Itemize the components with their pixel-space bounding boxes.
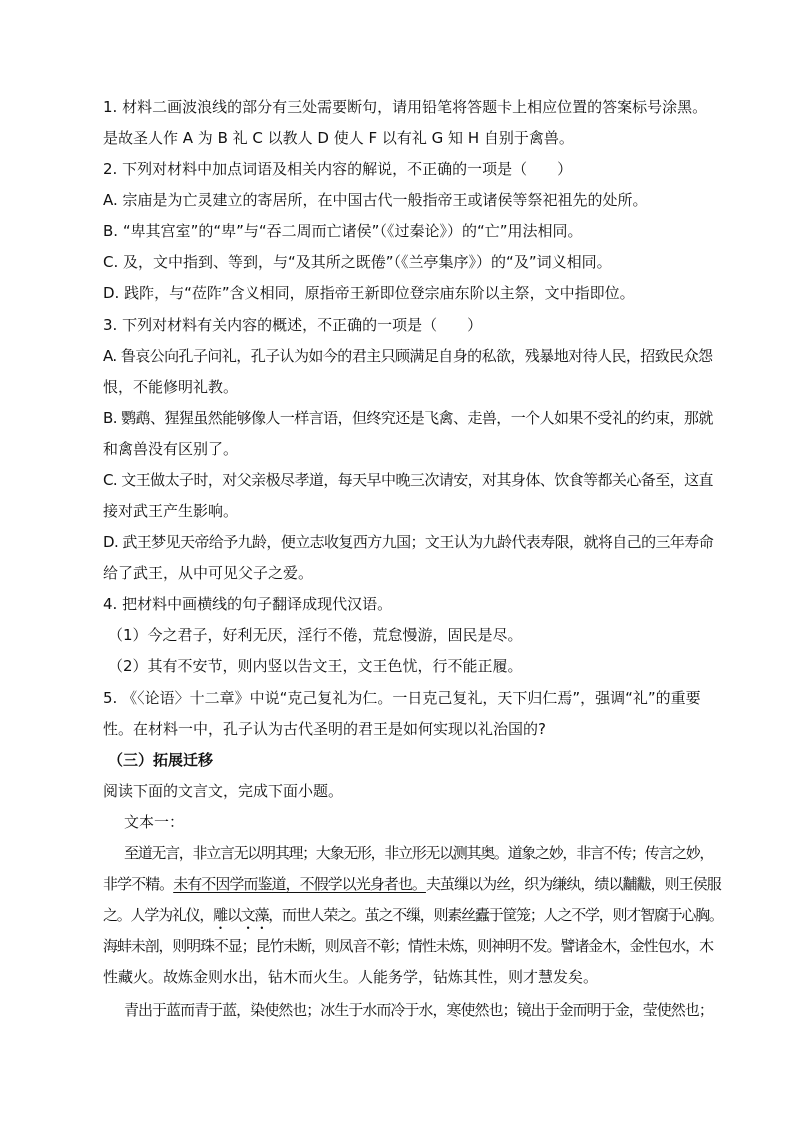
question-3-option-c: C. 文王做太子时，对父亲极尽孝道，每天早中晚三次请安，对其身体、饮食等都关心备至，这直: [103, 471, 713, 489]
question-3-option-a: A. 鲁哀公向孔子问礼，孔子认为如今的君主只顾满足自身的私欲，残暴地对待人民，招致民众怨: [103, 347, 713, 365]
question-3-option-b-cont: 和禽兽没有区别了。: [103, 440, 239, 458]
question-2-option-a: A. 宗庙是为亡灵建立的寄居所，在中国古代一般指帝王或诸侯等祭祀祖先的处所。: [103, 191, 648, 209]
passage-line-2: [103, 874, 721, 894]
passage-line-6: 青出于蓝而青于蓝，染使然也；冰生于水而冷于水，寒使然也；镜出于金而明于金，莹使然也；: [124, 1001, 713, 1019]
dotted-word: 文藻: [240, 906, 269, 924]
question-3-option-d-cont: 给了武王，从中可见父子之爱。: [103, 564, 314, 582]
question-2-option-c: C. 及，文中指到、等到，与“及其所之既倦”（《兰亭集序》）的“及”词义相同。: [103, 253, 612, 271]
passage-line-5: 性藏火。故炼金则水出，钻木而火生。人能务学，钻炼其性，则才慧发矣。: [103, 968, 599, 986]
question-2-stem: 2. 下列对材料中加点词语及相关内容的解说，不正确的一项是（ ）: [103, 160, 573, 178]
dotted-word: 雕: [213, 906, 227, 924]
passage-text: 以: [226, 906, 241, 924]
section-heading: （三）拓展迁移: [108, 751, 214, 769]
passage-text: 夫茧缫以为丝，织为缣纨，绩以黼黻，则王侯服: [425, 875, 721, 893]
passage-text: ，而世人荣之。茧之不缫，则素丝蠹于筐笼；人之不学，则才智腐于心胸。: [268, 906, 723, 924]
question-1-sentence: 是故圣人作 A 为 B 礼 C 以教人 D 使人 F 以有礼 G 知 H 自别于禽兽。: [103, 129, 574, 147]
question-4-sentence-1: （1）今之君子，好利无厌，淫行不倦，荒怠慢游，固民是尽。: [108, 626, 523, 644]
underlined-sentence: 未有不因学而鉴道，不假学以光身者也。: [173, 875, 426, 893]
question-3-option-b: B. 鹦鹉、猩猩虽然能够像人一样言语，但终究还是飞禽、走兽，一个人如果不受礼的约束，那就: [103, 409, 713, 427]
question-1-text: 1. 材料二画波浪线的部分有三处需要断句，请用铅笔将答题卡上相应位置的答案标号涂黑。: [103, 98, 708, 116]
question-3-option-a-cont: 恨，不能修明礼教。: [103, 378, 239, 396]
passage-line-4: 海蚌未剖，则明珠不显；昆竹未断，则凤音不彰；情性未炼，则神明不发。譬诸金木，金性包水，木: [103, 937, 713, 955]
question-5-text-cont: 性。在材料一中，孔子认为古代圣明的君王是如何实现以礼治国的?: [103, 720, 546, 738]
question-2-option-d: D. 践阼，与“莅阼”含义相同，原指帝王新即位登宗庙东阶以主祭，文中指即位。: [103, 284, 635, 302]
passage-line-1: 至道无言，非立言无以明其理；大象无形，非立形无以测其奥。道象之妙，非言不传；传言之妙，: [124, 844, 714, 862]
question-3-option-c-cont: 接对武王产生影响。: [103, 502, 239, 520]
question-2-option-b: B. “卑其宫室”的“卑”与“吞二周而亡诸侯”（《过秦论》）的“亡”用法相同。: [103, 222, 583, 240]
question-4-sentence-2: （2）其有不安节，则内竖以告文王，文王色忧，行不能正履。: [108, 657, 523, 675]
question-5-text: 5. 《〈论语〉十二章》中说“克己复礼为仁。一日克己复礼，天下归仁焉”，强调“礼”的重要: [103, 689, 701, 707]
passage-text: 之。人学为礼仪，: [103, 906, 214, 924]
question-4-stem: 4. 把材料中画横线的句子翻译成现代汉语。: [103, 595, 393, 613]
passage-line-3: [103, 905, 723, 933]
section-instruction: 阅读下面的文言文，完成下面小题。: [103, 782, 344, 800]
text-one-label: 文本一：: [124, 813, 185, 831]
question-3-stem: 3. 下列对材料有关内容的概述，不正确的一项是（ ）: [103, 316, 483, 334]
passage-text: 非学不精。: [103, 875, 174, 893]
question-3-option-d: D. 武王梦见天帝给予九龄，便立志收复西方九国；文王认为九龄代表寿限，就将自己的三年寿命: [103, 533, 714, 551]
